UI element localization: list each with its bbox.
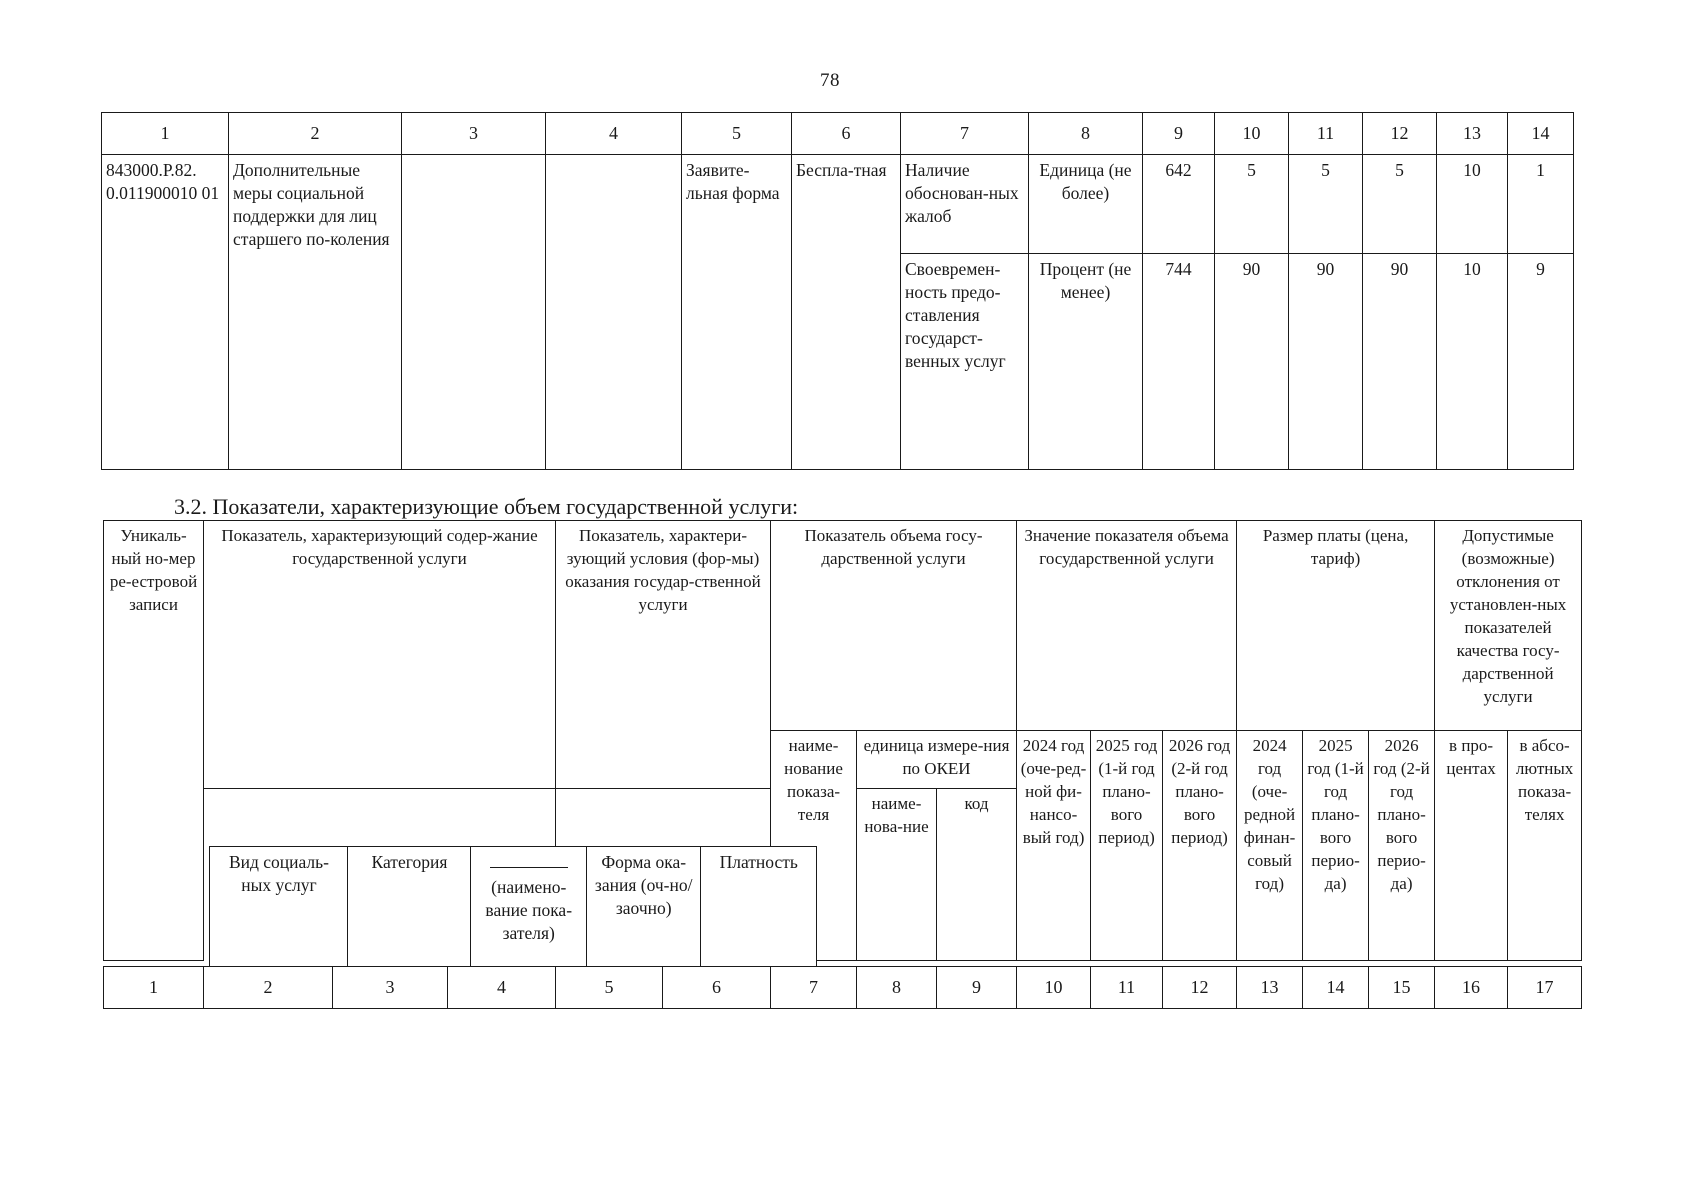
- column-number: 10: [1215, 113, 1289, 155]
- header-fee: Размер платы (цена, тариф): [1237, 521, 1435, 731]
- column-number: 2: [229, 113, 402, 155]
- header-unit-name: наиме-нова-ние: [857, 789, 937, 961]
- column-number: 11: [1091, 967, 1163, 1009]
- header-deviation: Допустимые (возможные) отклонения от установлен-ных показателей качества госу-дарственной услуги: [1435, 521, 1582, 731]
- column-number: 1: [104, 967, 204, 1009]
- column-number: 10: [1017, 967, 1091, 1009]
- header-row: [104, 521, 1582, 731]
- registry-number: 843000.Р.82. 0.011900010 01: [102, 155, 229, 470]
- header-volume-value: Значение показателя объема государственной услуги: [1017, 521, 1237, 731]
- column-number: 12: [1363, 113, 1437, 155]
- unit-name: Процент (не менее): [1029, 254, 1143, 470]
- value-cell: 10: [1437, 254, 1508, 470]
- column-number: 17: [1508, 967, 1582, 1009]
- column-number: 14: [1508, 113, 1574, 155]
- unit-name: Единица (не более): [1029, 155, 1143, 254]
- header-payment: Платность: [701, 847, 817, 967]
- indicator-name: Наличие обоснован-ных жалоб: [901, 155, 1029, 254]
- column-number: 14: [1303, 967, 1369, 1009]
- header-category: Категория: [348, 847, 471, 967]
- service-name: Дополнительные меры социальной поддержки для лиц старшего по-коления: [229, 155, 402, 470]
- header-deviation-percent: в про-центах: [1435, 731, 1508, 961]
- header-fee-2024: 2024 год (оче-редной финан-совый год): [1237, 731, 1303, 961]
- header-blank-name: (наимено-вание пока-зателя): [485, 877, 573, 943]
- header-unit-code: код: [937, 789, 1017, 961]
- value-cell: 90: [1289, 254, 1363, 470]
- column-number: 7: [901, 113, 1029, 155]
- page-number: 78: [820, 70, 840, 91]
- value-cell: 1: [1508, 155, 1574, 254]
- quality-indicators-table: [101, 112, 1574, 470]
- payment-type: Беспла-тная: [792, 155, 901, 470]
- column-number: 15: [1369, 967, 1435, 1009]
- column-numbers-row: [102, 113, 1574, 155]
- column-number: 2: [204, 967, 333, 1009]
- column-number: 3: [402, 113, 546, 155]
- header-unique-number: Уникаль-ный но-мер ре-естровой записи: [104, 521, 204, 961]
- header-indicator-name: наиме-нование показа-теля: [771, 731, 857, 961]
- column-number: 6: [792, 113, 901, 155]
- header-content-indicator: Показатель, характеризующий содер-жание государственной услуги: [204, 521, 556, 789]
- column-number: 11: [1289, 113, 1363, 155]
- service-form: Заявите-льная форма: [682, 155, 792, 470]
- header-value-2026: 2026 год (2-й год плано-вого период): [1163, 731, 1237, 961]
- header-volume-indicator: Показатель объема госу-дарственной услуги: [771, 521, 1017, 731]
- value-cell: 5: [1363, 155, 1437, 254]
- empty-cell: [546, 155, 682, 470]
- indicator-name: Своевремен-ность предо-ставления государст-венных услуг: [901, 254, 1029, 470]
- header-service-kind: Вид социаль-ных услуг: [210, 847, 348, 967]
- column-number: 13: [1237, 967, 1303, 1009]
- column-number: 7: [771, 967, 857, 1009]
- value-cell: 9: [1508, 254, 1574, 470]
- header-fee-2026: 2026 год (2-й год плано-вого перио-да): [1369, 731, 1435, 961]
- column-number: 9: [1143, 113, 1215, 155]
- header-blank-indicator: [471, 847, 587, 967]
- column-number: 8: [857, 967, 937, 1009]
- column-number: 6: [663, 967, 771, 1009]
- column-number: 5: [556, 967, 663, 1009]
- column-number: 9: [937, 967, 1017, 1009]
- header-value-2025: 2025 год (1-й год плано-вого период): [1091, 731, 1163, 961]
- header-conditions-indicator: Показатель, характери-зующий условия (фор-мы) оказания государ-ственной услуги: [556, 521, 771, 789]
- header-deviation-absolute: в абсо-лютных показа-телях: [1508, 731, 1582, 961]
- column-number: 1: [102, 113, 229, 155]
- value-cell: 5: [1215, 155, 1289, 254]
- value-cell: 5: [1289, 155, 1363, 254]
- column-number: 13: [1437, 113, 1508, 155]
- header-row: [103, 847, 817, 967]
- empty-cell: [402, 155, 546, 470]
- header-service-form: Форма ока-зания (оч-но/заочно): [586, 847, 700, 967]
- value-cell: 90: [1215, 254, 1289, 470]
- unit-code: 642: [1143, 155, 1215, 254]
- header-unit-okei: единица измере-ния по ОКЕИ: [857, 731, 1017, 789]
- column-number: 4: [448, 967, 556, 1009]
- volume-subheader-table: [103, 846, 817, 967]
- column-number: 3: [333, 967, 448, 1009]
- header-value-2024: 2024 год (оче-ред-ной фи-нансо-вый год): [1017, 731, 1091, 961]
- column-number: 8: [1029, 113, 1143, 155]
- header-fee-2025: 2025 год (1-й год плано-вого перио-да): [1303, 731, 1369, 961]
- column-numbers-row: [104, 967, 1582, 1009]
- spacer-cell: [103, 847, 210, 967]
- table-row: [102, 155, 1574, 254]
- value-cell: 90: [1363, 254, 1437, 470]
- column-number: 12: [1163, 967, 1237, 1009]
- column-number: 16: [1435, 967, 1508, 1009]
- section-title: 3.2. Показатели, характеризующие объем государственной услуги:: [174, 494, 799, 519]
- value-cell: 10: [1437, 155, 1508, 254]
- column-number: 5: [682, 113, 792, 155]
- column-number: 4: [546, 113, 682, 155]
- volume-numbers-table: [103, 966, 1582, 1009]
- blank-underline: [490, 867, 568, 868]
- unit-code: 744: [1143, 254, 1215, 470]
